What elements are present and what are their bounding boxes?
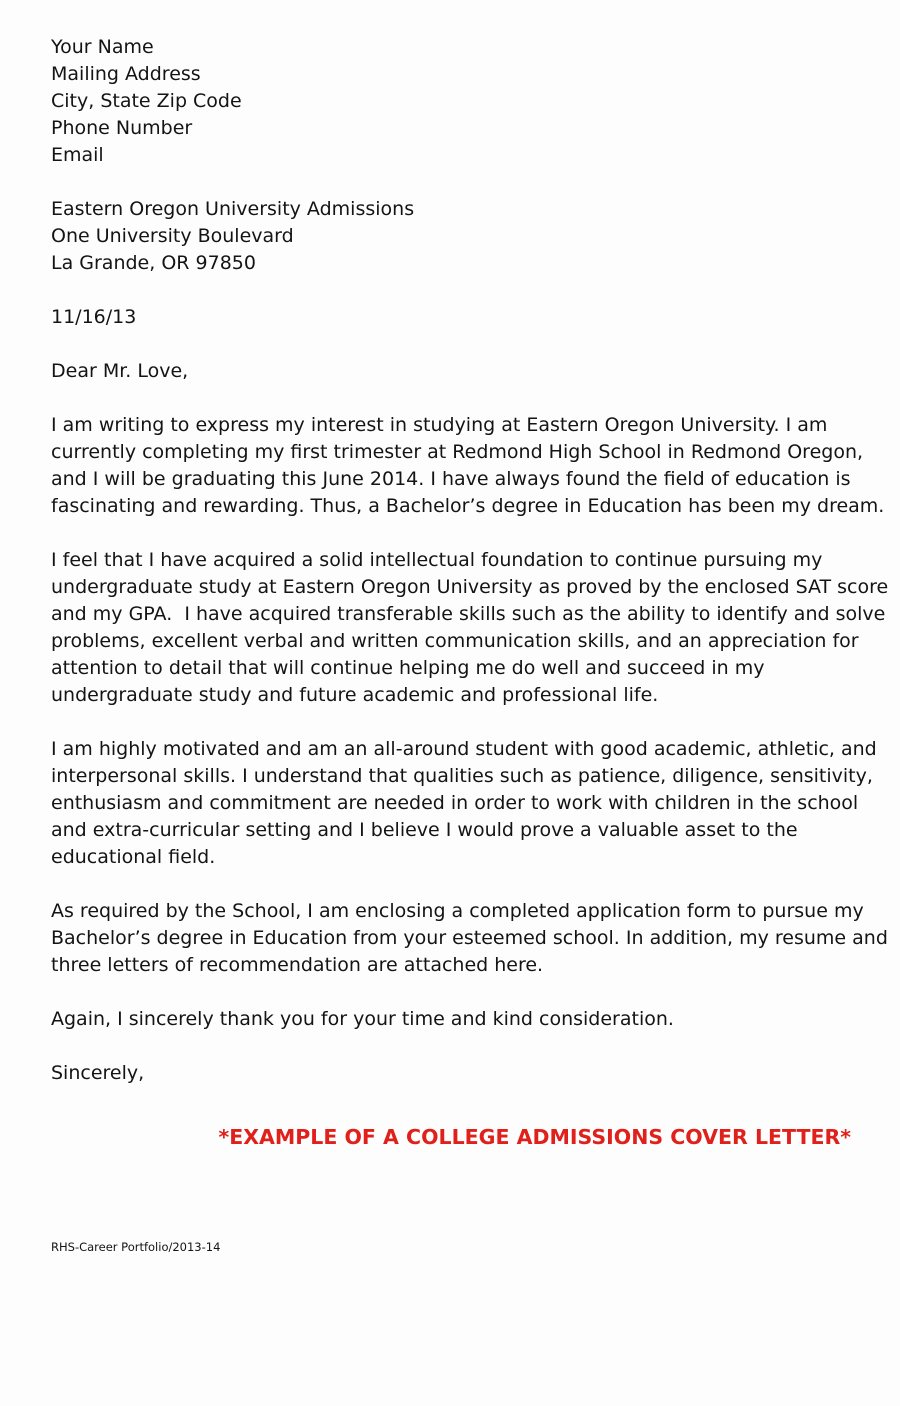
paragraph-line: and my GPA. I have acquired transferable skills such as the ability to identify and solve (51, 603, 886, 625)
sender-phone: Phone Number (51, 117, 193, 139)
paragraph-line: I am writing to express my interest in studying at Eastern Oregon University. I am (51, 414, 828, 436)
sender-address: Mailing Address (51, 63, 201, 85)
example-notice: *EXAMPLE OF A COLLEGE ADMISSIONS COVER LETTER* (218, 1125, 851, 1149)
letter-date: 11/16/13 (51, 306, 137, 328)
sender-city-state-zip: City, State Zip Code (51, 90, 242, 112)
recipient-block (51, 196, 861, 277)
paragraph-line: problems, excellent verbal and written communication skills, and an appreciation for (51, 630, 859, 652)
spacer (51, 331, 861, 358)
body-paragraph-2 (51, 547, 889, 709)
paragraph-line: undergraduate study at Eastern Oregon University as proved by the enclosed SAT score (51, 576, 889, 598)
cover-letter (51, 34, 889, 1087)
spacer (51, 277, 861, 304)
spacer (51, 709, 861, 736)
recipient-street: One University Boulevard (51, 225, 294, 247)
paragraph-line: educational field. (51, 846, 216, 868)
paragraph-line: and I will be graduating this June 2014. I have always found the field of education is (51, 468, 851, 490)
paragraph-line: enthusiasm and commitment are needed in order to work with children in the school (51, 792, 859, 814)
spacer (51, 871, 861, 898)
sender-name: Your Name (51, 36, 154, 58)
sender-email: Email (51, 144, 104, 166)
body-paragraph-5 (51, 1006, 861, 1033)
spacer (51, 520, 861, 547)
paragraph-line: currently completing my first trimester at Redmond High School in Redmond Oregon, (51, 441, 864, 463)
spacer (51, 385, 861, 412)
paragraph-line: interpersonal skills. I understand that qualities such as patience, diligence, sensitivity, (51, 765, 873, 787)
paragraph-line: As required by the School, I am enclosing a completed application form to pursue my (51, 900, 864, 922)
paragraph-line: I am highly motivated and am an all-around student with good academic, athletic, and (51, 738, 877, 760)
footer-label: RHS-Career Portfolio/2013-14 (51, 1240, 221, 1254)
paragraph-line: Bachelor’s degree in Education from your esteemed school. In addition, my resume and (51, 927, 888, 949)
paragraph-line: fascinating and rewarding. Thus, a Bachelor’s degree in Education has been my dream. (51, 495, 885, 517)
closing: Sincerely, (51, 1062, 145, 1084)
paragraph-line: I feel that I have acquired a solid intellectual foundation to continue pursuing my (51, 549, 823, 571)
paragraph-line: three letters of recommendation are attached here. (51, 954, 544, 976)
body-paragraph-3 (51, 736, 877, 871)
body-paragraph-1 (51, 412, 885, 520)
spacer (51, 1033, 861, 1060)
spacer (51, 169, 861, 196)
paragraph-line: undergraduate study and future academic and professional life. (51, 684, 659, 706)
body-paragraph-4 (51, 898, 888, 979)
recipient-org: Eastern Oregon University Admissions (51, 198, 415, 220)
recipient-city-state-zip: La Grande, OR 97850 (51, 252, 256, 274)
paragraph-line: attention to detail that will continue helping me do well and succeed in my (51, 657, 765, 679)
paragraph-line: and extra-curricular setting and I believe I would prove a valuable asset to the (51, 819, 798, 841)
paragraph-line: Again, I sincerely thank you for your time and kind consideration. (51, 1008, 674, 1030)
sender-block (51, 34, 861, 169)
salutation: Dear Mr. Love, (51, 360, 189, 382)
spacer (51, 979, 861, 1006)
